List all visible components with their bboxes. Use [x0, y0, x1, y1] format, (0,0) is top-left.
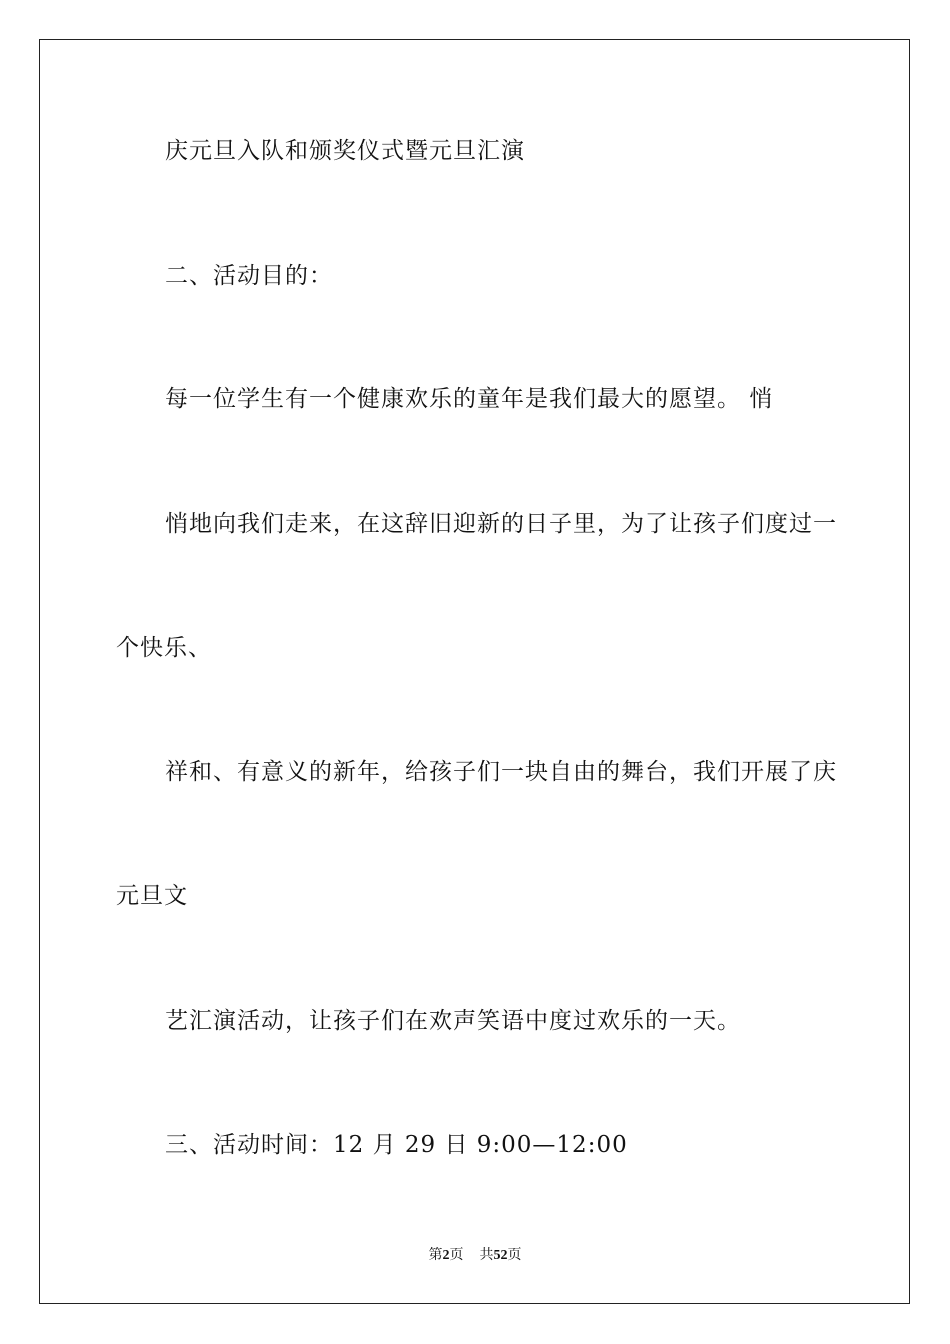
text-line-paragraph: 元旦文: [116, 883, 188, 909]
text-line-paragraph: 悄地向我们走来，在这辞旧迎新的日子里，为了让孩子们度过一: [165, 511, 837, 537]
total-prefix: 共: [479, 1248, 494, 1263]
text-line-title: 庆元旦入队和颁奖仪式暨元旦汇演: [165, 138, 525, 164]
text-line-section-heading: 三、活动时间：12 月 29 日 9:00—12:00: [165, 1132, 628, 1158]
text-line-paragraph: 个快乐、: [116, 635, 212, 661]
text-line-section-heading: 二、活动目的：: [165, 263, 333, 289]
page-suffix: 页: [449, 1248, 464, 1263]
text-line-paragraph: 每一位学生有一个健康欢乐的童年是我们最大的愿望。 悄: [165, 386, 774, 412]
total-page-count: 52: [493, 1248, 508, 1263]
total-suffix: 页: [507, 1248, 522, 1263]
page-border: [39, 39, 910, 1304]
page-footer: [0, 1247, 950, 1265]
text-line-paragraph: 祥和、有意义的新年，给孩子们一块自由的舞台，我们开展了庆: [165, 759, 837, 785]
text-line-paragraph: 艺汇演活动，让孩子们在欢声笑语中度过欢乐的一天。: [165, 1008, 741, 1034]
current-page-number: 2: [442, 1248, 450, 1263]
page-prefix: 第: [428, 1248, 443, 1263]
